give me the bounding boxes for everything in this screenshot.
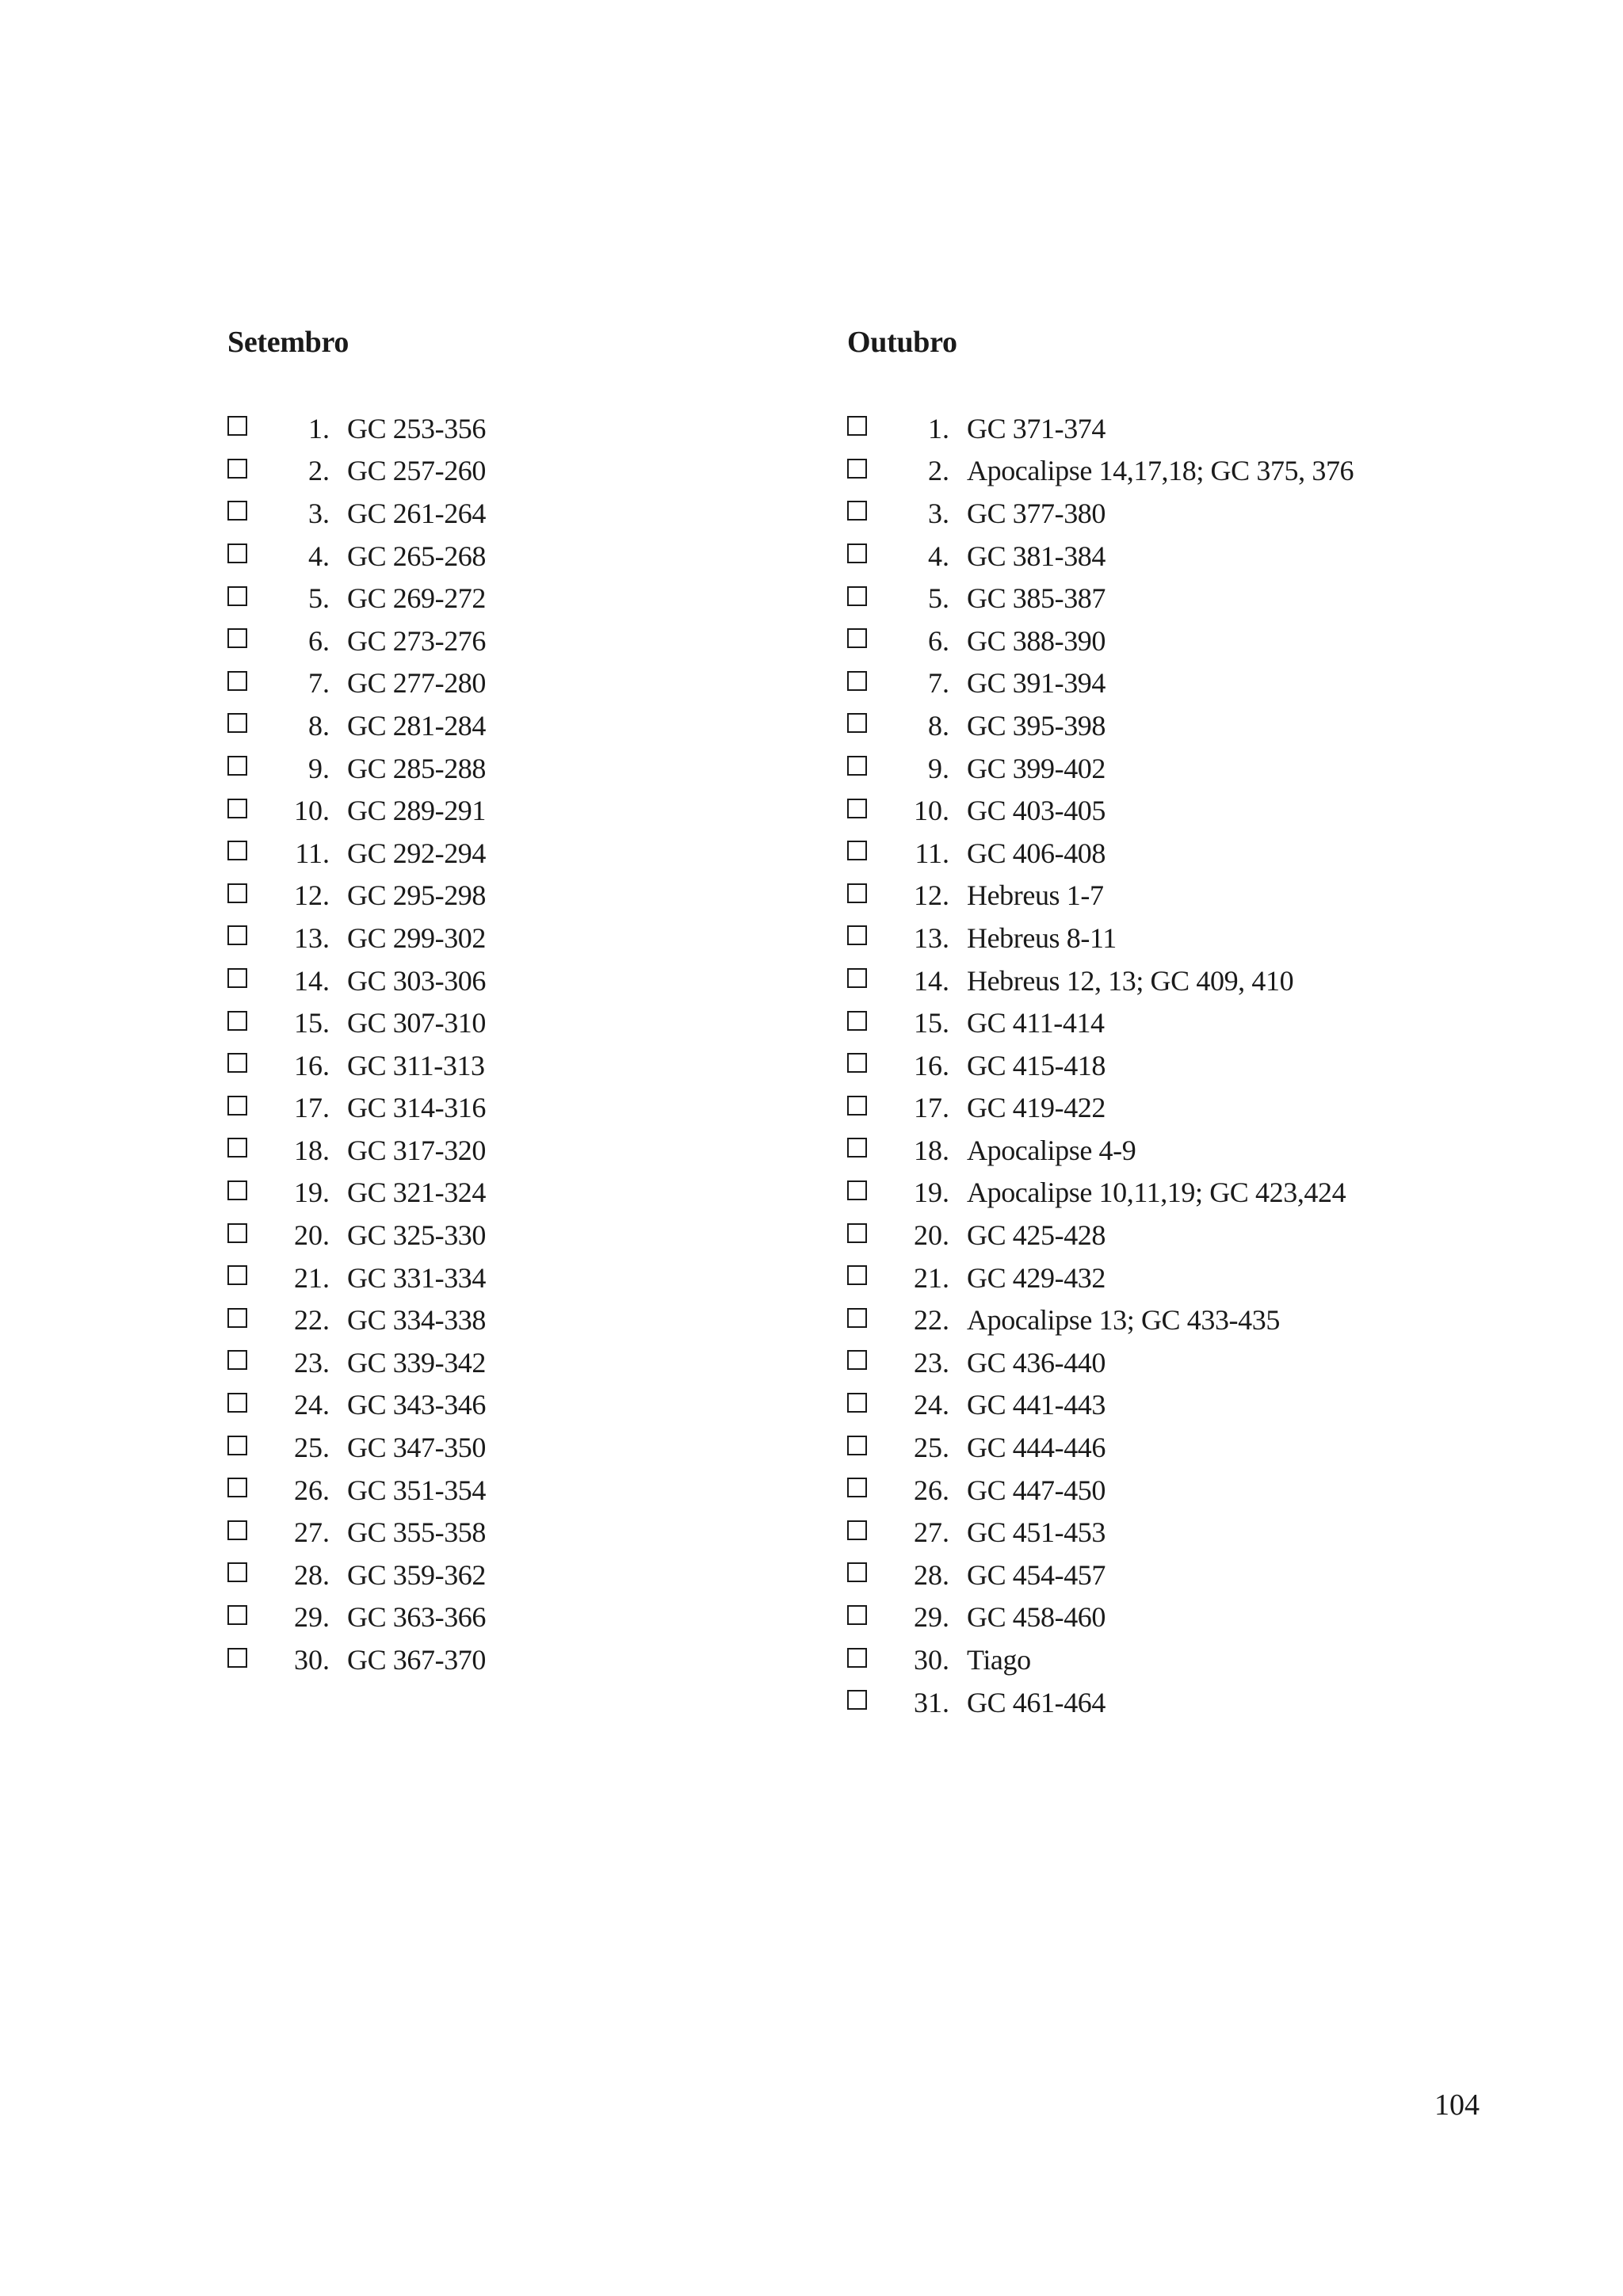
day-number: 15. <box>294 1007 330 1039</box>
list-item <box>847 917 1560 959</box>
checkbox[interactable] <box>847 1053 867 1073</box>
list-item <box>847 577 1560 620</box>
checkbox[interactable] <box>847 799 867 818</box>
reading-text: GC 388-390 <box>967 624 1106 657</box>
checkbox[interactable] <box>227 1308 247 1328</box>
day-number: 13. <box>914 921 949 954</box>
list-item <box>847 1299 1560 1341</box>
reading-text: GC 363-366 <box>347 1601 486 1634</box>
day-number: 6. <box>928 624 949 657</box>
checkbox[interactable] <box>227 1393 247 1413</box>
day-number: 1. <box>308 412 330 444</box>
checkbox[interactable] <box>847 586 867 606</box>
day-number: 3. <box>928 497 949 529</box>
checkbox[interactable] <box>847 1648 867 1668</box>
list-item <box>227 535 782 578</box>
day-number: 17. <box>294 1092 330 1124</box>
checkbox[interactable] <box>227 799 247 818</box>
day-number: 14. <box>914 964 949 997</box>
reading-text: Apocalipse 14,17,18; GC 375, 376 <box>967 455 1354 487</box>
reading-text: GC 458-460 <box>967 1601 1106 1634</box>
reading-text: GC 377-380 <box>967 497 1106 529</box>
list-item <box>227 1341 782 1384</box>
reading-text: GC 281-284 <box>347 709 486 742</box>
checkbox[interactable] <box>847 628 867 648</box>
list-item <box>847 747 1560 790</box>
checkbox[interactable] <box>227 1478 247 1497</box>
checkbox[interactable] <box>847 1223 867 1243</box>
day-number: 2. <box>308 455 330 487</box>
checkbox[interactable] <box>847 543 867 563</box>
day-number: 15. <box>914 1007 949 1039</box>
list-item <box>847 875 1560 917</box>
checkbox[interactable] <box>847 671 867 691</box>
checkbox[interactable] <box>227 1180 247 1200</box>
reading-text: GC 331-334 <box>347 1261 486 1294</box>
day-number: 9. <box>308 752 330 784</box>
checkbox[interactable] <box>847 1308 867 1328</box>
reading-text: GC 317-320 <box>347 1134 486 1166</box>
checkbox[interactable] <box>227 1520 247 1540</box>
list-item <box>847 620 1560 662</box>
reading-text: GC 299-302 <box>347 921 486 954</box>
reading-text: GC 311-313 <box>347 1049 485 1081</box>
reading-text: GC 406-408 <box>967 837 1106 869</box>
day-number: 24. <box>294 1389 330 1421</box>
reading-text: GC 441-443 <box>967 1389 1106 1421</box>
day-number: 3. <box>308 497 330 529</box>
list-item <box>227 1638 782 1681</box>
list-item <box>847 1129 1560 1172</box>
list-item <box>847 789 1560 832</box>
list-item <box>847 535 1560 578</box>
checkbox[interactable] <box>847 1096 867 1116</box>
day-number: 22. <box>294 1304 330 1337</box>
reading-text: GC 403-405 <box>967 795 1106 827</box>
checkbox[interactable] <box>227 1138 247 1158</box>
day-number: 27. <box>294 1516 330 1549</box>
day-number: 9. <box>928 752 949 784</box>
list-item <box>227 577 782 620</box>
list-item <box>227 1554 782 1596</box>
list-item <box>227 1299 782 1341</box>
list-item <box>227 1596 782 1639</box>
checkbox[interactable] <box>847 1436 867 1455</box>
day-number: 2. <box>928 455 949 487</box>
day-number: 26. <box>914 1474 949 1506</box>
reading-text: GC 419-422 <box>967 1092 1106 1124</box>
reading-text: GC 367-370 <box>347 1644 486 1676</box>
list-item <box>227 832 782 875</box>
list-item <box>227 704 782 747</box>
day-number: 7. <box>308 667 330 700</box>
list-item <box>227 1511 782 1554</box>
reading-text: GC 461-464 <box>967 1686 1106 1718</box>
checkbox[interactable] <box>227 1011 247 1031</box>
day-number: 7. <box>928 667 949 700</box>
reading-text: Hebreus 12, 13; GC 409, 410 <box>967 964 1294 997</box>
checkbox[interactable] <box>227 925 247 945</box>
checkbox[interactable] <box>847 883 867 903</box>
page-number: 104 <box>1434 2088 1480 2122</box>
list-item <box>847 1384 1560 1427</box>
list-item <box>847 1214 1560 1257</box>
month-title: Setembro <box>227 326 349 359</box>
list-item <box>227 492 782 535</box>
day-number: 25. <box>914 1432 949 1464</box>
reading-list <box>227 407 782 1681</box>
reading-text: GC 415-418 <box>967 1049 1106 1081</box>
checkbox[interactable] <box>227 1053 247 1073</box>
reading-text: GC 399-402 <box>967 752 1106 784</box>
list-item <box>227 662 782 705</box>
day-number: 8. <box>308 709 330 742</box>
day-number: 23. <box>914 1346 949 1379</box>
day-number: 24. <box>914 1389 949 1421</box>
checkbox[interactable] <box>227 501 247 521</box>
day-number: 27. <box>914 1516 949 1549</box>
list-item <box>227 1001 782 1044</box>
reading-text: GC 273-276 <box>347 624 486 657</box>
reading-text: GC 321-324 <box>347 1177 486 1209</box>
reading-text: GC 411-414 <box>967 1007 1105 1039</box>
reading-text: GC 277-280 <box>347 667 486 700</box>
checkbox[interactable] <box>227 543 247 563</box>
day-number: 13. <box>294 921 330 954</box>
reading-text: GC 307-310 <box>347 1007 486 1039</box>
checkbox[interactable] <box>847 1393 867 1413</box>
checkbox[interactable] <box>847 1605 867 1625</box>
reading-text: GC 371-374 <box>967 412 1106 444</box>
list-item <box>847 1554 1560 1596</box>
month-column-outubro <box>847 323 1560 1723</box>
day-number: 28. <box>914 1558 949 1591</box>
day-number: 31. <box>914 1686 949 1718</box>
checkbox[interactable] <box>847 968 867 988</box>
reading-text: Apocalipse 10,11,19; GC 423,424 <box>967 1177 1346 1209</box>
day-number: 20. <box>914 1219 949 1252</box>
list-item <box>847 1681 1560 1724</box>
day-number: 16. <box>914 1049 949 1081</box>
list-item <box>847 1638 1560 1681</box>
checkbox[interactable] <box>847 925 867 945</box>
day-number: 29. <box>294 1601 330 1634</box>
day-number: 14. <box>294 964 330 997</box>
reading-text: GC 257-260 <box>347 455 486 487</box>
reading-text: GC 325-330 <box>347 1219 486 1252</box>
checkbox[interactable] <box>227 713 247 733</box>
list-item <box>847 1511 1560 1554</box>
checkbox[interactable] <box>847 1180 867 1200</box>
checkbox[interactable] <box>227 1605 247 1625</box>
reading-text: GC 436-440 <box>967 1346 1106 1379</box>
list-item <box>227 1384 782 1427</box>
checkbox[interactable] <box>227 1265 247 1285</box>
list-item <box>227 620 782 662</box>
list-item <box>227 875 782 917</box>
reading-text: Apocalipse 4-9 <box>967 1134 1136 1166</box>
checkbox[interactable] <box>227 671 247 691</box>
list-item <box>227 1426 782 1469</box>
list-item <box>227 407 782 450</box>
list-item <box>847 1172 1560 1215</box>
reading-text: Apocalipse 13; GC 433-435 <box>967 1304 1280 1337</box>
day-number: 11. <box>915 837 949 869</box>
checkbox[interactable] <box>227 883 247 903</box>
reading-text: GC 314-316 <box>347 1092 486 1124</box>
reading-text: GC 385-387 <box>967 582 1106 615</box>
list-item <box>227 1214 782 1257</box>
checkbox[interactable] <box>847 1690 867 1710</box>
list-item <box>227 917 782 959</box>
checkbox[interactable] <box>227 1223 247 1243</box>
day-number: 10. <box>914 795 949 827</box>
reading-text: GC 381-384 <box>967 540 1106 572</box>
reading-text: Hebreus 8-11 <box>967 921 1117 954</box>
day-number: 1. <box>928 412 949 444</box>
day-number: 19. <box>294 1177 330 1209</box>
list-item <box>847 1341 1560 1384</box>
list-item <box>847 704 1560 747</box>
reading-text: GC 447-450 <box>967 1474 1106 1506</box>
reading-text: GC 425-428 <box>967 1219 1106 1252</box>
checkbox[interactable] <box>227 586 247 606</box>
list-item <box>847 1001 1560 1044</box>
day-number: 11. <box>295 837 330 869</box>
checkbox[interactable] <box>227 1096 247 1116</box>
day-number: 4. <box>308 540 330 572</box>
list-item <box>847 1596 1560 1639</box>
day-number: 21. <box>294 1261 330 1294</box>
checkbox[interactable] <box>847 1138 867 1158</box>
checkbox[interactable] <box>847 841 867 860</box>
day-number: 19. <box>914 1177 949 1209</box>
day-number: 18. <box>914 1134 949 1166</box>
day-number: 30. <box>914 1644 949 1676</box>
day-number: 12. <box>914 879 949 912</box>
checkbox[interactable] <box>847 756 867 776</box>
reading-text: GC 343-346 <box>347 1389 486 1421</box>
reading-text: GC 289-291 <box>347 795 486 827</box>
list-item <box>847 450 1560 493</box>
reading-text: GC 303-306 <box>347 964 486 997</box>
checkbox[interactable] <box>847 459 867 479</box>
list-item <box>847 832 1560 875</box>
checkbox[interactable] <box>847 713 867 733</box>
day-number: 12. <box>294 879 330 912</box>
list-item <box>847 407 1560 450</box>
day-number: 8. <box>928 709 949 742</box>
list-item <box>227 1257 782 1299</box>
reading-text: GC 269-272 <box>347 582 486 615</box>
day-number: 26. <box>294 1474 330 1506</box>
checkbox[interactable] <box>847 416 867 436</box>
list-item <box>227 1044 782 1087</box>
list-item <box>227 1469 782 1512</box>
day-number: 16. <box>294 1049 330 1081</box>
reading-text: GC 285-288 <box>347 752 486 784</box>
day-number: 29. <box>914 1601 949 1634</box>
checkbox[interactable] <box>227 1436 247 1455</box>
checkbox[interactable] <box>847 1562 867 1582</box>
reading-text: GC 339-342 <box>347 1346 486 1379</box>
day-number: 23. <box>294 1346 330 1379</box>
list-item <box>847 1044 1560 1087</box>
day-number: 22. <box>914 1304 949 1337</box>
checkbox[interactable] <box>847 1350 867 1370</box>
list-item <box>847 662 1560 705</box>
day-number: 25. <box>294 1432 330 1464</box>
day-number: 30. <box>294 1644 330 1676</box>
day-number: 28. <box>294 1558 330 1591</box>
reading-text: GC 355-358 <box>347 1516 486 1549</box>
list-item <box>847 1087 1560 1130</box>
reading-text: Hebreus 1-7 <box>967 879 1104 912</box>
day-number: 10. <box>294 795 330 827</box>
list-item <box>227 1087 782 1130</box>
reading-text: GC 444-446 <box>967 1432 1106 1464</box>
checkbox[interactable] <box>227 968 247 988</box>
reading-text: Tiago <box>967 1644 1031 1676</box>
reading-text: GC 295-298 <box>347 879 486 912</box>
list-item <box>847 1426 1560 1469</box>
reading-text: GC 265-268 <box>347 540 486 572</box>
checkbox[interactable] <box>847 1011 867 1031</box>
reading-text: GC 395-398 <box>967 709 1106 742</box>
list-item <box>227 450 782 493</box>
checkbox[interactable] <box>227 756 247 776</box>
list-item <box>847 1257 1560 1299</box>
reading-text: GC 334-338 <box>347 1304 486 1337</box>
reading-text: GC 451-453 <box>967 1516 1106 1549</box>
reading-text: GC 347-350 <box>347 1432 486 1464</box>
day-number: 20. <box>294 1219 330 1252</box>
checkbox[interactable] <box>847 1265 867 1285</box>
checkbox[interactable] <box>227 841 247 860</box>
reading-text: GC 391-394 <box>967 667 1106 700</box>
day-number: 5. <box>308 582 330 615</box>
list-item <box>227 1129 782 1172</box>
checkbox[interactable] <box>227 416 247 436</box>
reading-text: GC 429-432 <box>967 1261 1106 1294</box>
reading-text: GC 292-294 <box>347 837 486 869</box>
checkbox[interactable] <box>847 501 867 521</box>
checkbox[interactable] <box>227 1648 247 1668</box>
day-number: 21. <box>914 1261 949 1294</box>
list-item <box>227 1172 782 1215</box>
list-item <box>847 959 1560 1002</box>
day-number: 18. <box>294 1134 330 1166</box>
day-number: 6. <box>308 624 330 657</box>
list-item <box>847 492 1560 535</box>
reading-text: GC 359-362 <box>347 1558 486 1591</box>
day-number: 4. <box>928 540 949 572</box>
checkbox[interactable] <box>227 1562 247 1582</box>
checkbox[interactable] <box>847 1520 867 1540</box>
day-number: 17. <box>914 1092 949 1124</box>
checkbox[interactable] <box>227 1350 247 1370</box>
list-item <box>227 789 782 832</box>
checkbox[interactable] <box>847 1478 867 1497</box>
checkbox[interactable] <box>227 459 247 479</box>
list-item <box>227 959 782 1002</box>
reading-text: GC 454-457 <box>967 1558 1106 1591</box>
list-item <box>847 1469 1560 1512</box>
reading-text: GC 253-356 <box>347 412 486 444</box>
reading-text: GC 261-264 <box>347 497 486 529</box>
list-item <box>227 747 782 790</box>
day-number: 5. <box>928 582 949 615</box>
month-column-setembro <box>227 323 782 1681</box>
reading-list <box>847 407 1560 1723</box>
month-title: Outubro <box>847 326 957 359</box>
checkbox[interactable] <box>227 628 247 648</box>
reading-text: GC 351-354 <box>347 1474 486 1506</box>
